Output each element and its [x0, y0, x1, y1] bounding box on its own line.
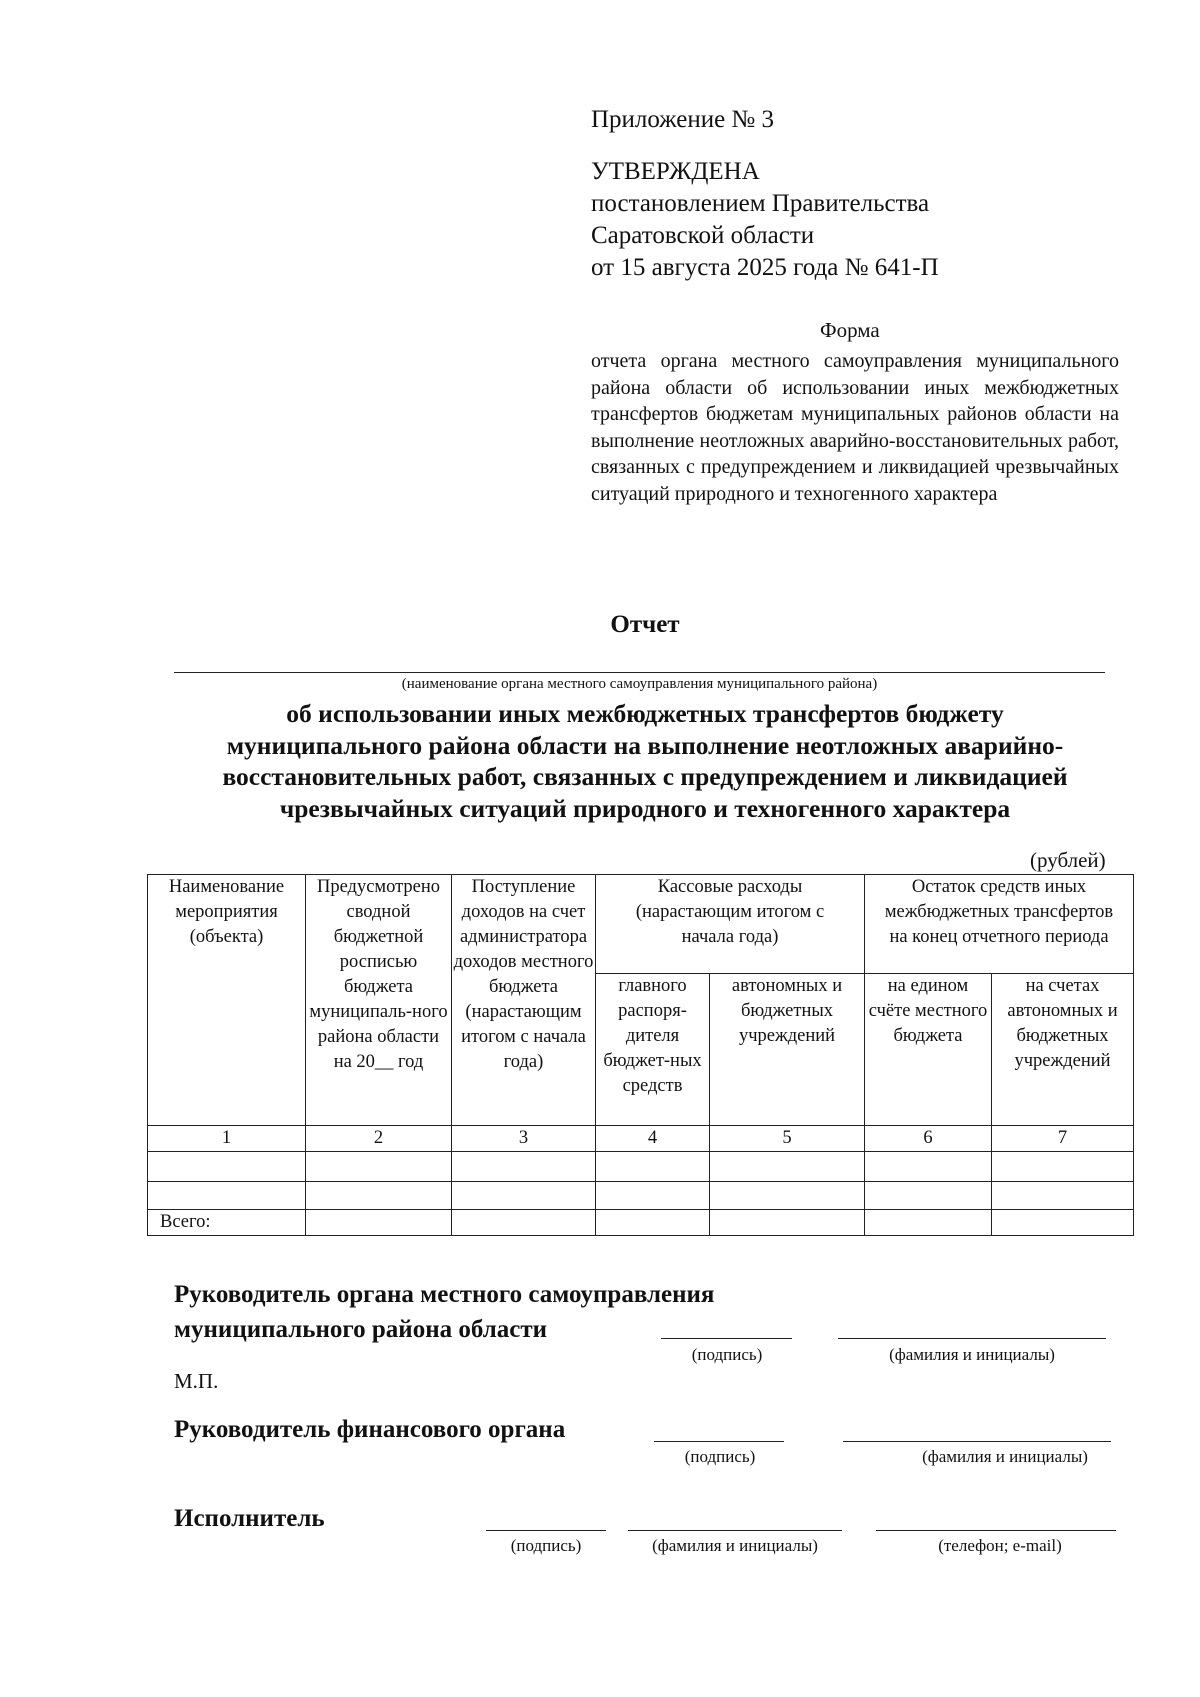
executor-signature-line[interactable]: [486, 1530, 606, 1531]
head-name-line[interactable]: [838, 1338, 1106, 1339]
form-description: отчета органа местного самоуправления муниципального района области об использовании иных межбюджетных трансфертов бюджетам муниципальных районов области на выполнение неотложных аварийно-восстановительных работ, связанных с предупреждением и ликвидацией чрезвычайных ситуаций природного и техногенного характера: [591, 350, 1119, 505]
table-cell[interactable]: [865, 1182, 992, 1210]
table-cell[interactable]: [992, 1182, 1134, 1210]
executor-phone-caption: (телефон; e-mail): [938, 1536, 1062, 1555]
head-signature-caption: (подпись): [691, 1345, 763, 1364]
stamp-placeholder: М.П.: [174, 1369, 219, 1393]
table-cell[interactable]: [148, 1152, 306, 1182]
subtitle-line: об использовании иных межбюджетных трансфертов бюджету: [286, 699, 1004, 728]
head-signature-line[interactable]: [661, 1338, 792, 1339]
table-cell[interactable]: [596, 1152, 710, 1182]
header-single-account: на едином счёте местного бюджета: [865, 974, 992, 1126]
header-budget-allocation: Предусмотрено сводной бюджетной росписью бюджета муниципаль-ного района области на 20__ год: [306, 875, 452, 1126]
approval-line: от 15 августа 2025 года № 641-П: [591, 254, 939, 281]
appendix-number: Приложение № 3: [591, 106, 775, 133]
table-cell[interactable]: [306, 1210, 452, 1236]
subtitle-line: муниципального района области на выполнение неотложных аварийно-: [226, 730, 1064, 760]
header-remaining-funds: [865, 875, 1134, 974]
finance-head-title: Руководитель финансового органа: [174, 1416, 566, 1443]
column-number: 7: [992, 1126, 1134, 1152]
report-subtitle: [130, 698, 1160, 824]
column-number: 4: [596, 1126, 710, 1152]
finance-name-line[interactable]: [843, 1441, 1111, 1442]
finance-signature-caption: (подпись): [684, 1447, 756, 1466]
organization-name-line: [174, 672, 1105, 673]
table-cell[interactable]: [992, 1152, 1134, 1182]
executor-phone-line[interactable]: [876, 1530, 1116, 1531]
report-table: [147, 874, 1134, 1236]
table-row: [148, 1182, 1134, 1210]
table-cell[interactable]: [596, 1182, 710, 1210]
header-cash-expenses: [596, 875, 865, 974]
column-number: 2: [306, 1126, 452, 1152]
executor-name-line[interactable]: [628, 1530, 842, 1531]
table-cell[interactable]: [306, 1152, 452, 1182]
column-number: 1: [148, 1126, 306, 1152]
header-cash-expenses-text: Кассовые расходы (нарастающим итогом с начала года): [635, 877, 825, 947]
column-number: 6: [865, 1126, 992, 1152]
table-cell[interactable]: [865, 1210, 992, 1236]
approval-line: постановлением Правительства: [591, 190, 930, 217]
header-remaining-funds-text: Остаток средств иных межбюджетных трансфертов на конец отчетного периода: [884, 877, 1114, 947]
head-title-line: Руководитель органа местного самоуправления: [174, 1281, 715, 1308]
executor-title: Исполнитель: [174, 1505, 325, 1532]
column-number: 5: [710, 1126, 865, 1152]
table-cell[interactable]: [306, 1182, 452, 1210]
header-activity-name: Наименование мероприятия (объекта): [148, 875, 306, 1126]
executor-signature-caption: (подпись): [510, 1536, 582, 1555]
approval-line: Саратовской области: [591, 222, 815, 249]
units-label: (рублей): [1030, 848, 1106, 872]
head-name-caption: (фамилия и инициалы): [889, 1345, 1055, 1364]
total-row: [148, 1210, 1134, 1236]
organization-name-caption: (наименование органа местного самоуправления муниципального района): [401, 676, 878, 692]
table-cell[interactable]: [452, 1152, 596, 1182]
header-revenue-receipt: Поступление доходов на счет администратора доходов местного бюджета (нарастающим итогом с начала года): [452, 875, 596, 1126]
table-cell[interactable]: [710, 1210, 865, 1236]
column-numbers-row: [148, 1126, 1134, 1152]
subtitle-line: чрезвычайных ситуаций природного и техногенного характера: [279, 793, 1011, 823]
table-cell[interactable]: [452, 1182, 596, 1210]
header-main-manager: главного распоря-дителя бюджет-ных средств: [596, 974, 710, 1126]
column-number: 3: [452, 1126, 596, 1152]
table-cell[interactable]: [596, 1210, 710, 1236]
approval-stamp: УТВЕРЖДЕНА: [591, 158, 760, 185]
table-row: [148, 1152, 1134, 1182]
table-cell[interactable]: [865, 1152, 992, 1182]
report-title: Отчет: [610, 611, 680, 638]
finance-name-caption: (фамилия и инициалы): [922, 1447, 1088, 1466]
finance-signature-line[interactable]: [654, 1441, 784, 1442]
executor-name-caption: (фамилия и инициалы): [652, 1536, 818, 1555]
subtitle-line: восстановительных работ, связанных с предупреждением и ликвидацией: [222, 762, 1068, 791]
table-cell[interactable]: [992, 1210, 1134, 1236]
table-cell[interactable]: [710, 1182, 865, 1210]
total-label: Всего:: [148, 1210, 306, 1236]
form-label: Форма: [820, 318, 880, 342]
header-institution-accounts: на счетах автономных и бюджетных учреждений: [992, 974, 1134, 1126]
table-cell[interactable]: [452, 1210, 596, 1236]
head-title-line: муниципального района области: [174, 1316, 548, 1343]
table-cell[interactable]: [148, 1182, 306, 1210]
table-cell[interactable]: [710, 1152, 865, 1182]
header-autonomous-institutions: автономных и бюджетных учреждений: [710, 974, 865, 1126]
